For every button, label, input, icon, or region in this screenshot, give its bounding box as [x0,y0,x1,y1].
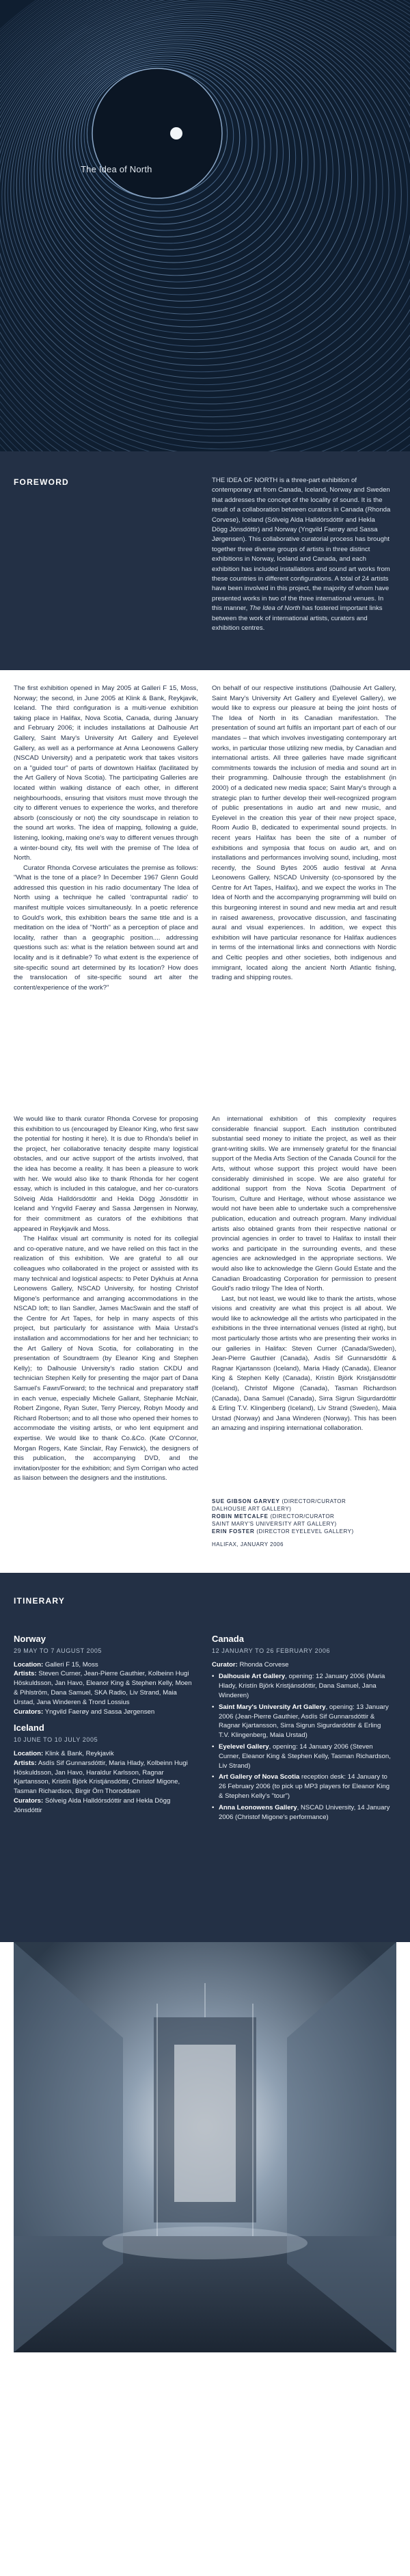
venue-detail: , opening: 14 January 2006 (Steven Curner, Eleanor King & Stephen Kelly, Tasman Richardson, Liv Strand) [219,1742,391,1770]
artists-line [14,1759,195,1796]
foreword-heading: FOREWORD [14,477,69,487]
foreword-lead-title: The Idea of North [249,605,301,613]
signature-org: DALHOUSIE ART GALLERY) [212,1506,292,1512]
artists-line [14,1669,195,1707]
signature-block [212,1513,391,1528]
curators-value: Sólveig Alda Halldórsdóttir and Hekla Dögg Jónsdóttir [14,1796,171,1814]
venue-name: Saint Mary's University Art Gallery [219,1703,326,1711]
signature-name: ERIN FOSTER [212,1528,255,1535]
signoff: HALIFAX, JANUARY 2006 [212,1541,284,1548]
artists-value: Steven Curner, Jean-Pierre Gauthier, Kolbeinn Hugi Höskuldsson, Jan Havo, Eleanor King & Stephen Kelly, Moen & Pihlström, Dana Samuel, SKA Radio, Liv Strand, Maia Urstad, Jana Winderen & Trond Lossius [14,1670,192,1706]
signature-block [212,1528,391,1535]
foreword-paragraph: Curator Rhonda Corvese articulates the premise as follows: "What is the tone of a place? In December 1967 Glenn Gould addressed this question in his radio documentary The Idea of North using a technique he called 'contrapuntal radio' to manifest multiple voices simultaneously. In a poetic reference to Gould's work, this exhibition bears the same title and is a meditation on the idea of "North" as a perception of place and locality, rather than a geographic position.... addressing questions such as: what is the relation between sound art and locality and is it definable? To what extent is the experience of site-specific sound art determined by its location? How does the translocation of site-specific sound art alter the content/experience of the work?" [14,864,198,992]
cover-disc-hub [170,127,182,140]
itinerary-norway [14,1634,195,1816]
cover-title: The Idea of North [81,164,152,174]
venue-item [212,1772,393,1801]
foreword-lead-text-end: has fostered important links between the work of international artists, curators and exhibition centres. [212,605,383,633]
curators-line [14,1708,195,1717]
exhibition-dates: 10 JUNE TO 10 JULY 2005 [14,1736,98,1744]
curators-label: Curators: [14,1708,44,1716]
venue-detail: , opening: 13 January 2006 (Jean-Pierre Gauthier, Asdís Sif Gunnarsdóttir & Ragnar Kjartansson, Sirra Sigrun Sigurdardóttir & Erling T.V. Klingenberg, Maia Urstad) [219,1703,389,1740]
venue-list [212,1672,393,1822]
curator-label: Curator: [212,1660,238,1669]
foreword-paragraph: An international exhibition of this complexity requires considerable financial support. Each institution contributed substantial seed money to initiate the project, as well as their grant-writing skills. We are immensely grateful for the financial support of the Media Arts Section of the Canada Council for the Arts, without whose support this project would have been considerably diminished in scope. We are also grateful for additional support from the Nova Scotia Department of Tourism, Culture and Heritage, without whose assistance we would not have been able to undertake such a comprehensive publication, education and outreach program. Many individual artists also obtained grants from their respective national or provincial agencies in order to travel to Halifax to install their works and participate in the surrounding events, and these agencies are acknowledged in the appropriate sections. We would also like to acknowledge the Glenn Gould Estate and the Canadian Broadcasting Corporation for permission to present Gould's radio trilogy The Idea of North. [212,1115,396,1293]
installation-photo-art [14,1942,396,2352]
cover-artwork [0,0,410,451]
foreword-column-left-2 [14,1115,198,1484]
curators-value: Yngvild Faerøy and Sassa Jørgensen [44,1708,155,1716]
cover-disc [92,68,222,198]
cover-ring [0,0,410,436]
curators-line [14,1796,195,1816]
venue-name: Art Gallery of Nova Scotia [219,1773,300,1781]
itinerary-canada [212,1634,393,1824]
foreword-paragraph: The first exhibition opened in May 2005 at Galleri F 15, Moss, Norway; the second, in June 2005 at Klink & Bank, Reykjavik, Iceland. The third configuration is a multi-venue exhibition taking place in Halifax, Nova Scotia, Canada, during January and February 2006; it includes installations at Dalhousie Art Gallery, Saint Mary's University Art Gallery and Eyelevel Gallery, as well as a performance at Anna Leonowens Gallery (NSCAD University) and a peripatetic work that takes visitors on a "guided tour" of parts of downtown Halifax (facilitated by the Art Gallery of Nova Scotia). The participating Galleries are located within walking distance of each other, in different neighbourhoods, ensuring that visitors must move through the city to different venues to experience the works, and therefore absorb (consciously or not) the city soundscape in relation to the sound art works. The idea of mapping, following a guide, listening, looking, making one's way to different venues through a winter-bound city, fits well with the premise of The Idea of North. [14,685,198,862]
signature-role: (DIRECTOR/CURATOR [270,1513,335,1519]
signature-name: ROBIN METCALFE [212,1513,269,1519]
signature-name: SUE GIBSON GARVEY [212,1498,280,1504]
foreword-header [0,451,410,670]
exhibition-dates: 12 JANUARY TO 26 FEBRUARY 2006 [212,1647,331,1654]
country-name: Iceland [14,1723,44,1734]
location-line [14,1749,195,1759]
venue-item [212,1742,393,1770]
venue-detail: , opening: 12 January 2006 (Maria Hlady, Kristín Björk Kristjánsdóttir, Dana Samuel, Jana Winderen) [219,1673,385,1699]
signature-role: (DIRECTOR EYELEVEL GALLERY) [256,1528,354,1535]
location-value: Klink & Bank, Reykjavik [44,1749,114,1757]
venue-detail: , NSCAD University, 14 January 2006 (Christof Migone's performance) [219,1803,390,1821]
foreword-paragraph: The Halifax visual art community is noted for its collegial and co-operative nature, and we have relied on this fact in the realization of this exhibition. We are grateful to all our colleagues who collaborated in the project or assisted with its many technical and logistical aspects: to Peter Dykhuis at Anna Leonowens Gallery, NSCAD University, for hosting Christof Migone's performance and arranging accommodations in the NSCAD loft; to Ilan Sandler, James MacSwain and the staff of the Centre for Art Tapes, for help in many aspects of this project, but particularly for assistance with Maia Urstad's installation and accommodations for her and her technician; to the Art Gallery of Nova Scotia, for collaborating in the presentation of Soundtraem (by Eleanor King and Stephen Kelly); to Dalhousie University's radio station CKDU and technician Stephen Kelly for presenting the major part of Dana Samuel's Fawn/Forward; to the technical and preparatory staff in each venue, especially Michele Gallant, Stephanie McNair, Robert Zingone, Ryan Suter, Terry Piercey, Robyn Moody and Richard Robertson; and to all those who opened their homes to accommodate the visiting artists, or who lent equipment and expertise. We would like to thank Co.&Co. (Kate O'Connor, Morgan Rogers, Kate Sinclair, Ray Fenwick), the designers of this publication, the accompanying DVD, and the invitation/poster for the exhibition; and Sym Corrigan who acted as liaison between the designers and the institutions. [14,1235,198,1483]
cover-ring [0,0,410,449]
itinerary-heading: ITINERARY [14,1596,66,1606]
venue-detail: reception desk: 14 January to 26 February 2006 (to pick up MP3 players for Eleanor King & Stephen Kelly's "tour") [219,1773,390,1800]
foreword-column-right-2 [212,1115,396,1434]
curator-line [212,1660,393,1670]
foreword-paragraph: We would like to thank curator Rhonda Corvese for proposing this exhibition to us (encouraged by Eleanor King, who first saw the potential for hosting it here). It is due to Rhonda's belief in the project, her collaborative tenacity despite many logistical obstacles, and our active support of the artists involved, that the idea has become a reality. It has been a pleasure to work with her. We would also like to thank Rhonda for her cogent essay, which is included in this catalogue, and her co-curators Sólveig Alda Halldórsdóttir and Hekla Dögg Jónsdóttir in Iceland and Yngvild Faerøy and Sassa Jørgensen in Norway, for their commitment as curators of the exhibitions that appeared in Reykjavik and Moss. [14,1115,198,1233]
country-name: Norway [14,1634,46,1644]
foreword-lead-text: THE IDEA OF NORTH is a three-part exhibition of contemporary art from Canada, Iceland, Norway and Sweden that addresses the concept of the locality of sound. It is the result of a collaboration between curators in Canada (Rhonda Corvese), Iceland (Sólveig Alda Halldórsdóttir and Hekla Dögg Jónsdóttir) and Norway (Yngvild Faerøy and Sassa Jørgensen). This collaborative curatorial process has brought together three diverse groups of artists in three distinct exhibitions in Norway, Iceland and Canada, and each exhibition has included installations and sound art works from these countries in different configurations. A total of 24 artists have been involved in this project, the majority of whom have presented works in two of the three international venues. In this manner, [212,477,391,613]
foreword-lead [212,476,391,634]
artists-label: Artists: [14,1670,37,1678]
signatures [212,1498,391,1548]
venue-item [212,1703,393,1740]
location-line [14,1660,195,1670]
foreword-paragraph: On behalf of our respective institutions (Dalhousie Art Gallery, Saint Mary's University Art Gallery and Eyelevel Gallery), we would like to express our pleasure at being the joint hosts of The Idea of North in its Canadian manifestation. The presentation of sound art fulfils an important part of each of our mandates – that which involves investigating contemporary art works, in particular those utilizing new media, by Canadian and international artists. All three galleries have made significant commitments towards the inclusion of media and sound art in their programming. Dalhousie through the establishment (in 2000) of a dedicated new media space; Saint Mary's through a strategic plan to further develop their well-recognized program of public presentations in audio art and new music, and Eyelevel in the creation this year of their new project space, Room Audio B, dedicated to experimental sound projects. In recent years Halifax has been the site of a number of exhibitions and symposia that focus on audio art, and on installations and performances involving sound, including, most recently, the Sound Bytes 2005 audio festival at Anna Leonowens Gallery, NSCAD University (co-sponsored by the Centre for Art Tapes, Halifax), and we expect the works in The Idea of North and the accompanying programming will build on this burgeoning interest in sound and new media art and result in raised awareness, provocative discussion, and fascinating aural and visual experiences. In addition, we expect this exhibition will have particular resonance for Halifax audiences in terms of the international links and connections with Nordic and Celtic peoples and other societies, both indigenous and immigrant, located along the ancient North Atlantic fishing, trading and shipping routes. [212,685,396,982]
installation-photo [14,1942,396,2352]
artists-label: Artists: [14,1759,37,1767]
signature-block [212,1498,391,1513]
exhibition-dates: 29 MAY TO 7 AUGUST 2005 [14,1647,102,1654]
cover-ring [0,0,410,417]
venue-item [212,1672,393,1700]
venue-name: Dalhousie Art Gallery [219,1673,286,1681]
foreword-paragraph: Last, but not least, we would like to thank the artists, whose visions and creativity are what this project is all about. We would like to acknowledge all the artists who participated in the exhibitions in the three international venues (listed at right), but most particularly those artists who are presenting their works in our galleries in Halifax: Steven Curner (Canada/Sweden), Jean-Pierre Gauthier (Canada), Asdís Sif Gunnarsdóttir & Ragnar Kjartansson (Iceland), Maria Hlady (Canada), Eleanor King & Stephen Kelly (Canada), Kristín Björk Kristjánsdóttir (Iceland), Christof Migone (Canada), Tasman Richardson (Canada), Dana Samuel (Canada), Sirra Sigrun Sigurdardóttir & Erling T.V. Klingenberg (Iceland), Liv Strand (Sweden), Maia Urstad (Norway) and Jana Winderen (Norway). This has been an amazing and inspiring international collaboration. [212,1294,396,1433]
location-label: Location: [14,1660,44,1669]
foreword-column-right [212,684,396,983]
venue-name: Eyelevel Gallery [219,1742,269,1751]
location-value: Galleri F 15, Moss [44,1660,98,1669]
curator-value: Rhonda Corvese [239,1660,289,1669]
artists-value: Asdís Sif Gunnarsdóttir, Maria Hlady, Kolbeinn Hugi Höskuldsson, Jan Havo, Haraldur Karlsson, Ragnar Kjartansson, Kristín Björk Kristjánsdóttir, Christof Migone, Tasman Richardson, Birgir Örn Thoroddsen [14,1759,188,1796]
venue-name: Anna Leonowens Gallery [219,1803,297,1811]
curators-label: Curators: [14,1796,44,1805]
country-name: Canada [212,1634,244,1644]
installation-photo-section [0,1942,410,2576]
signature-role: (DIRECTOR/CURATOR [282,1498,346,1504]
signature-org: SAINT MARY'S UNIVERSITY ART GALLERY) [212,1521,337,1527]
location-label: Location: [14,1749,44,1757]
itinerary-section [0,1573,410,1942]
cover-image [0,0,410,451]
foreword-column-left [14,684,198,993]
venue-item [212,1803,393,1822]
